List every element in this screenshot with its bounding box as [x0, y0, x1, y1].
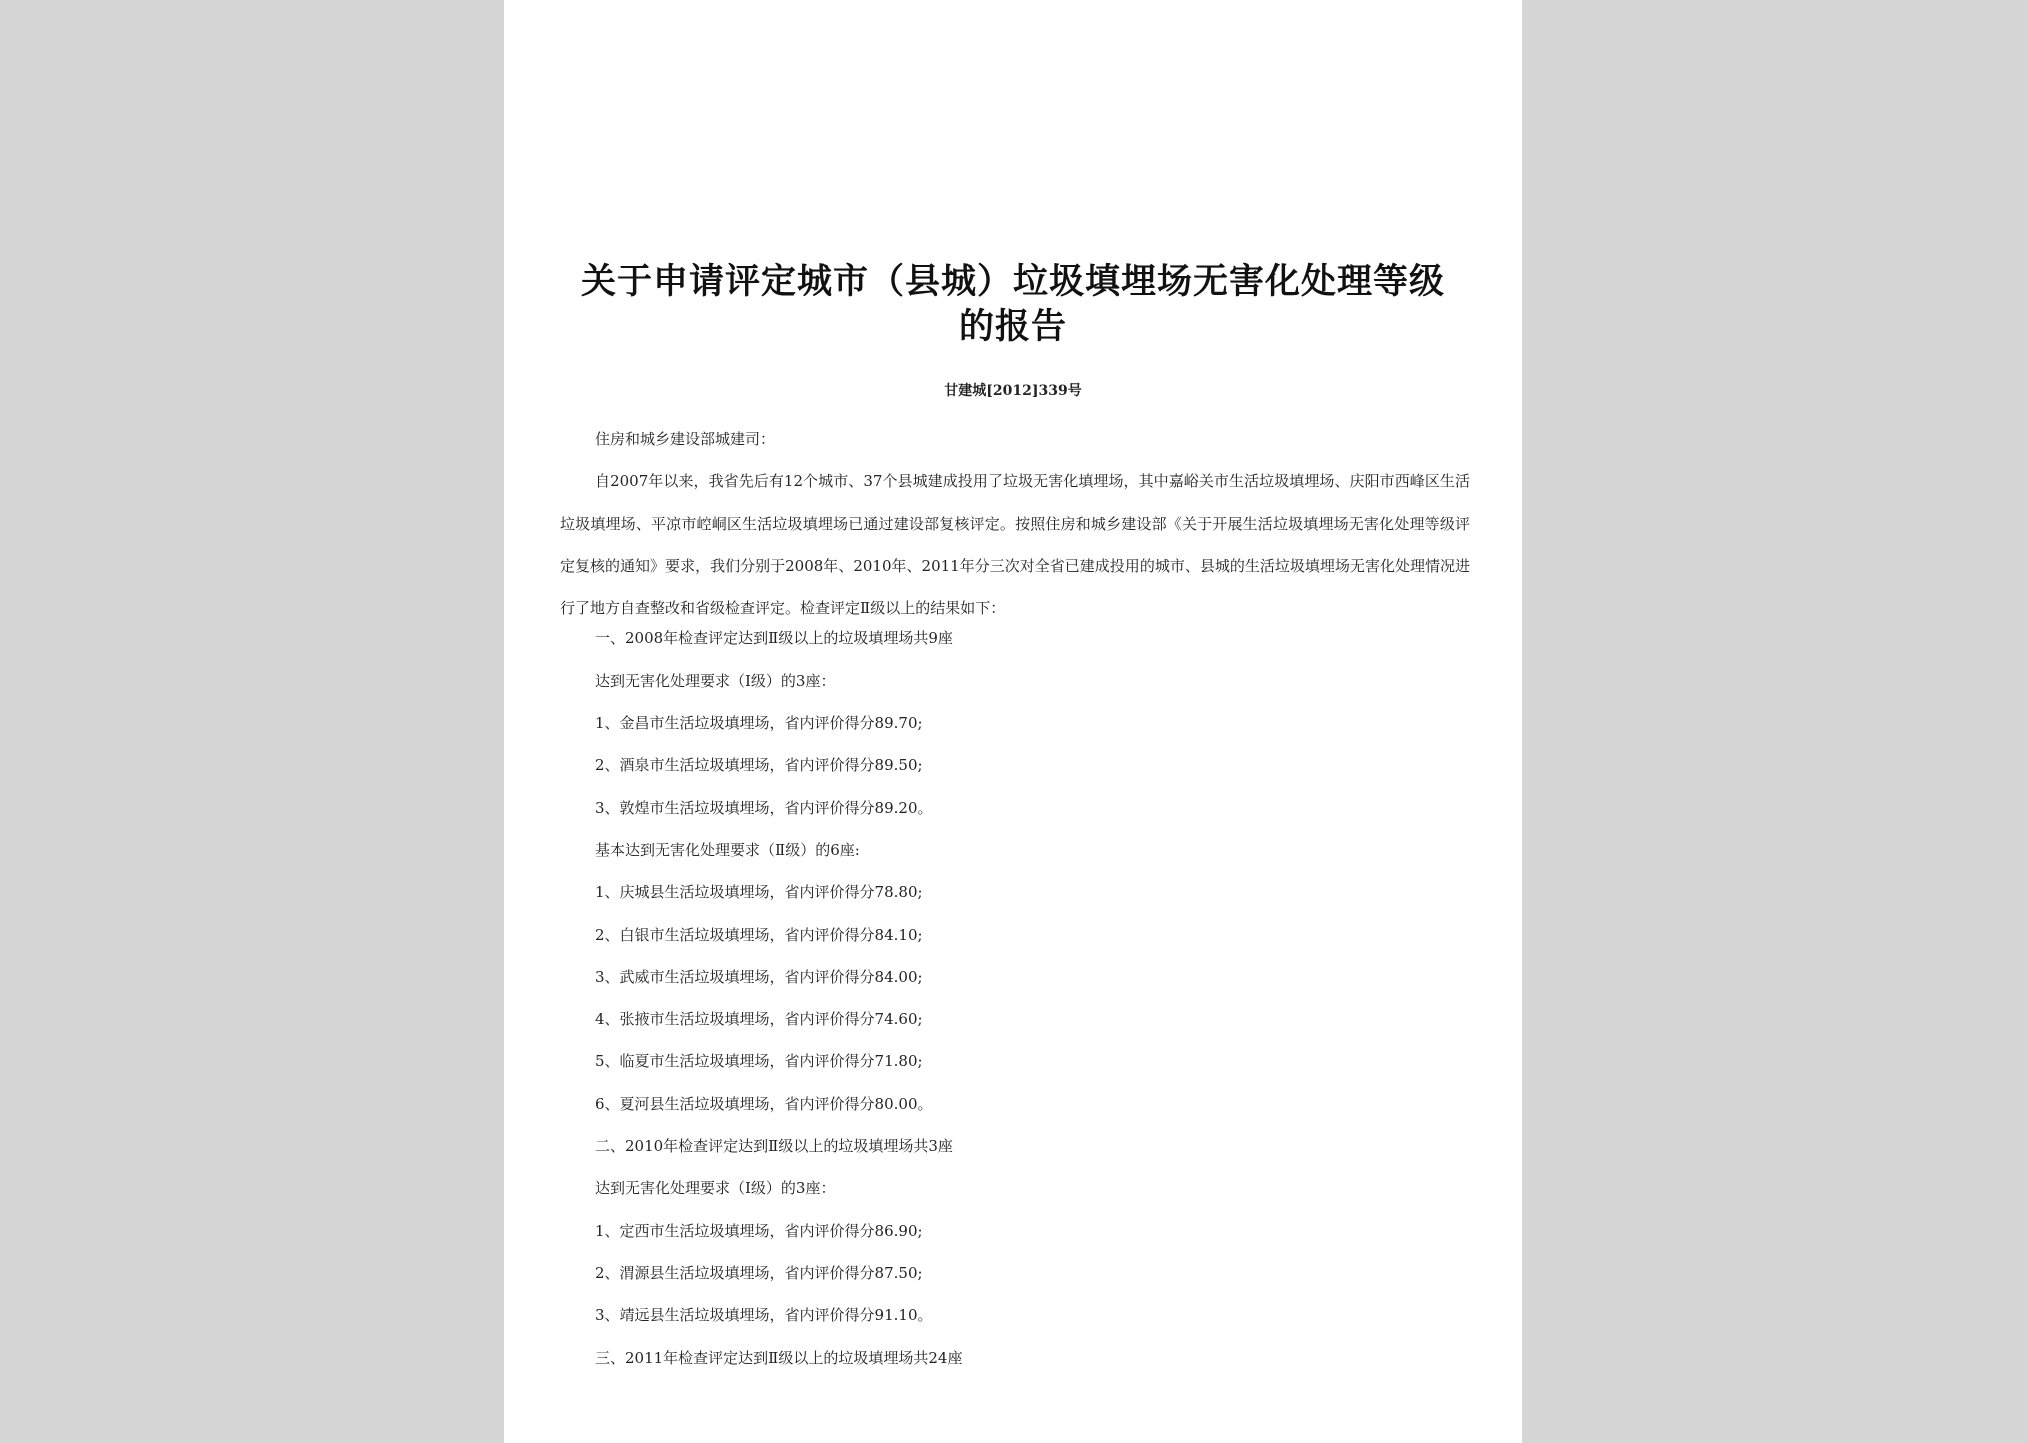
document-number: 甘建城[2012]339号	[944, 383, 1082, 399]
body-line: 三、2011年检查评定达到Ⅱ级以上的垃圾填埋场共24座	[595, 1348, 963, 1367]
body-line: 6、夏河县生活垃圾填埋场，省内评价得分80.00。	[595, 1094, 933, 1113]
body-line: 基本达到无害化处理要求（Ⅱ级）的6座:	[595, 840, 860, 859]
body-line: 达到无害化处理要求（Ⅰ级）的3座：	[595, 1179, 836, 1198]
body-line: 1、庆城县生活垃圾填埋场，省内评价得分78.80;	[595, 883, 923, 902]
intro-paragraph: 自2007年以来，我省先后有12个城市、37个县城建成投用了垃圾无害化填埋场，其中嘉峪关市生活垃圾填埋场、庆阳市西峰区生活垃圾填埋场、平凉市崆峒区生活垃圾填埋场已通过建设部复核评定。按照住房和城乡建设部《关于开展生活垃圾填埋场无害化处理等级评定复核的通知》要求，我们分别于2008年、2010年、2011年分三次对全省已建成投用的城市、县城的生活垃圾填埋场无害化处理情况进行了地方自查整改和省级检查评定。检查评定Ⅱ级以上的结果如下：	[560, 472, 1470, 618]
title-line-2: 的报告	[958, 307, 1067, 347]
body-line: 2、渭源县生活垃圾填埋场，省内评价得分87.50;	[595, 1263, 923, 1282]
title-line-1: 关于申请评定城市（县城）垃圾填埋场无害化处理等级	[580, 262, 1445, 302]
document-body	[560, 430, 1470, 1391]
body-line: 4、张掖市生活垃圾填埋场，省内评价得分74.60;	[595, 1010, 923, 1029]
body-line: 二、2010年检查评定达到Ⅱ级以上的垃圾填埋场共3座	[595, 1137, 953, 1156]
body-line: 1、定西市生活垃圾填埋场，省内评价得分86.90;	[595, 1221, 923, 1240]
body-line: 2、酒泉市生活垃圾填埋场，省内评价得分89.50;	[595, 756, 923, 775]
body-line: 1、金昌市生活垃圾填埋场，省内评价得分89.70;	[595, 714, 923, 733]
body-line: 3、敦煌市生活垃圾填埋场，省内评价得分89.20。	[595, 798, 933, 817]
body-line: 一、2008年检查评定达到Ⅱ级以上的垃圾填埋场共9座	[595, 629, 953, 648]
body-line: 达到无害化处理要求（Ⅰ级）的3座：	[595, 671, 836, 690]
document-page	[504, 0, 1522, 1443]
body-line: 3、靖远县生活垃圾填埋场，省内评价得分91.10。	[595, 1306, 933, 1325]
body-line: 2、白银市生活垃圾填埋场，省内评价得分84.10;	[595, 925, 923, 944]
body-line: 3、武威市生活垃圾填埋场，省内评价得分84.00;	[595, 967, 923, 986]
body-line: 5、临夏市生活垃圾填埋场，省内评价得分71.80;	[595, 1052, 923, 1071]
salutation: 住房和城乡建设部城建司：	[595, 430, 776, 448]
document-title	[563, 260, 1463, 350]
